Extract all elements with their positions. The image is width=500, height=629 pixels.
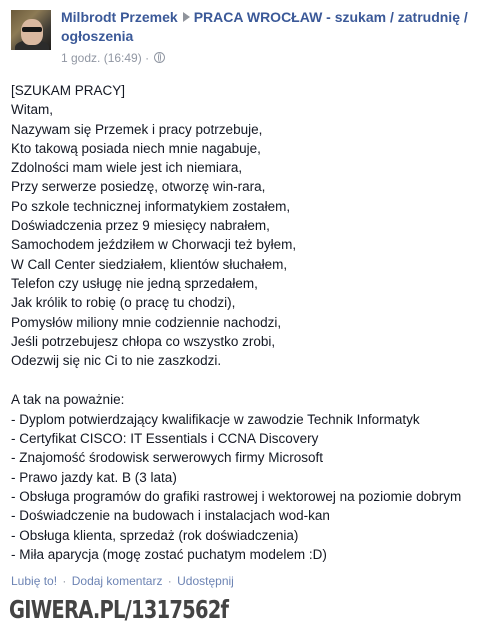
globe-icon[interactable] <box>154 52 165 63</box>
author-link[interactable]: Milbrodt Przemek <box>61 9 178 25</box>
post-line: Jak królik to robię (o pracę tu chodzi), <box>11 295 236 311</box>
avatar-glasses <box>22 27 42 32</box>
post-line: Doświadczenia przez 9 miesięcy nabrałem, <box>11 218 270 234</box>
triangle-right-icon <box>183 12 190 22</box>
post-line: Witam, <box>11 102 53 118</box>
timestamp-link[interactable]: 1 godz. (16:49) <box>61 51 142 65</box>
post-line: [SZUKAM PRACY] <box>11 83 126 98</box>
like-link[interactable]: Lubię to! <box>11 574 58 588</box>
meta-separator: · <box>145 51 150 65</box>
comment-link[interactable]: Dodaj komentarz <box>71 574 163 588</box>
post-line: Zdolności mam wiele jest ich niemiara, <box>11 160 243 176</box>
post-body <box>11 81 496 564</box>
post-line: Po szkole technicznej informatykiem zostałem, <box>11 198 291 214</box>
list-item: - Prawo jazdy kat. B (3 lata) <box>11 469 177 485</box>
post-header <box>61 8 491 46</box>
post-line: Kto takową posiada niech mnie nagabuje, <box>11 140 261 156</box>
share-link[interactable]: Udostępnij <box>177 574 234 588</box>
post-line: Odezwij się nic Ci to nie zaszkodzi. <box>11 353 222 369</box>
post-line: W Call Center siedziałem, klientów słuchałem, <box>11 256 288 272</box>
post-line: Nazywam się Przemek i pracy potrzebuje, <box>11 121 263 137</box>
post-actions <box>11 574 234 588</box>
list-item: - Certyfikat CISCO: IT Essentials i CCNA Discovery <box>11 431 319 447</box>
action-separator: · <box>62 574 67 588</box>
post-line: Samochodem jeździłem w Chorwacji też byłem, <box>11 237 297 253</box>
list-item: - Dyplom potwierdzający kwalifikacje w zawodzie Technik Informatyk <box>11 411 420 427</box>
post-line: Telefon czy usługę nie jedną sprzedałem, <box>11 275 258 291</box>
post-meta <box>61 50 165 66</box>
post-line: Jeśli potrzebujesz chłopa co wszystko zrobi, <box>11 333 276 349</box>
list-intro: A tak na poważnie: <box>11 392 125 408</box>
list-item: - Doświadczenie na budowach i instalacjach wod-kan <box>11 508 330 524</box>
list-item: - Miła aparycja (mogę zostać puchatym modelem :D) <box>11 546 327 562</box>
paragraph-gap <box>11 370 496 390</box>
group-link[interactable]: PRACA WROCŁAW - szukam / zatrudnię / ogłoszenia <box>61 9 468 44</box>
post-line: Przy serwerze posiedzę, otworzę win-rara, <box>11 179 266 195</box>
list-item: - Obsługa klienta, sprzedaż (rok doświadczenia) <box>11 527 299 543</box>
watermark: GIWERA.PL/1317562f <box>9 595 229 624</box>
list-item: - Znajomość środowisk serwerowych firmy Microsoft <box>11 450 324 466</box>
post-line: Pomysłów miliony mnie codziennie nachodzi, <box>11 314 282 330</box>
action-separator: · <box>167 574 172 588</box>
avatar[interactable] <box>11 10 51 50</box>
list-item: - Obsługa programów do grafiki rastrowej i wektorowej na poziomie dobrym <box>11 488 462 504</box>
avatar-face <box>21 19 43 45</box>
